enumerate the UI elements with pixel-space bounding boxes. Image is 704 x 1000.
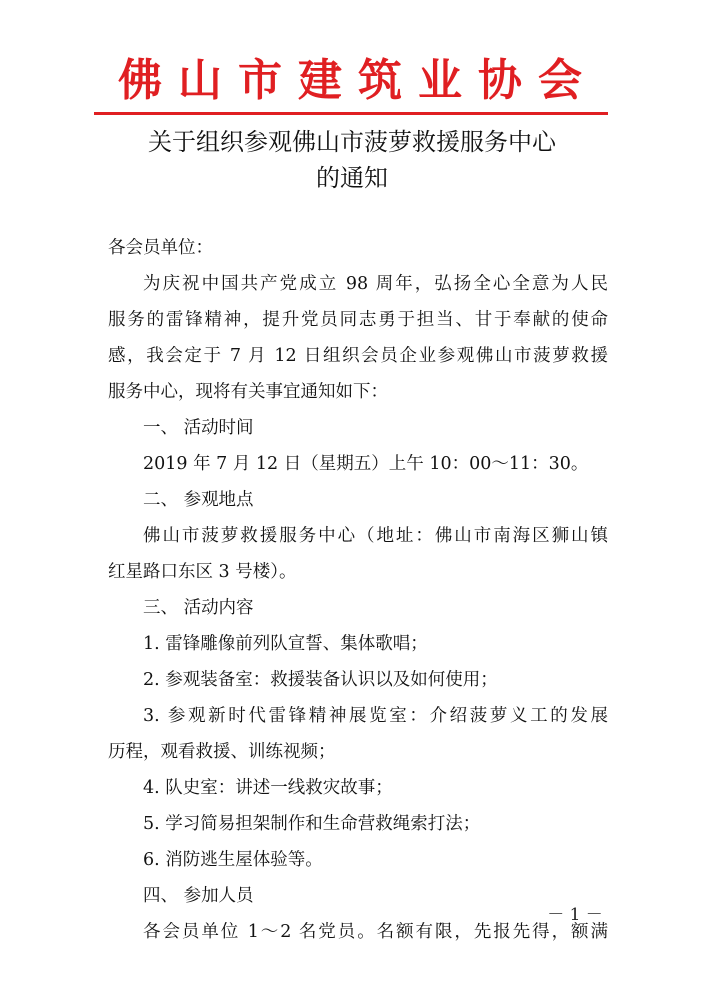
paragraph-line: 为庆祝中国共产党成立 98 周年，弘扬全心全意为人民 (143, 274, 608, 294)
list-item: 4. 队史室：讲述一线救灾故事； (143, 778, 393, 798)
list-item: 1. 雷锋雕像前列队宣誓、集体歌唱； (143, 634, 428, 654)
section-heading: 二、 参观地点 (143, 490, 254, 510)
section-text: 2019 年 7 月 12 日（星期五）上午 10：00～11：30。 (143, 454, 589, 474)
list-item: 5. 学习简易担架制作和生命营救绳索打法； (143, 814, 481, 834)
section-text: 佛山市菠萝救援服务中心（地址：佛山市南海区狮山镇 (143, 526, 608, 546)
red-divider-line (94, 112, 608, 115)
document-title-line-1: 关于组织参观佛山市菠萝救援服务中心 (148, 128, 556, 156)
document-title-line-2: 的通知 (316, 164, 388, 192)
list-item: 3. 参观新时代雷锋精神展览室：介绍菠萝义工的发展 (143, 706, 608, 726)
section-text: 各会员单位 1～2 名党员。名额有限，先报先得，额满 (143, 922, 608, 942)
org-masthead: 佛山市建筑业协会 (118, 55, 598, 106)
section-text: 红星路口东区 3 号楼）。 (108, 562, 297, 582)
section-heading: 三、 活动内容 (143, 598, 254, 618)
list-item: 2. 参观装备室：救援装备认识以及如何使用； (143, 670, 498, 690)
section-heading: 四、 参加人员 (143, 886, 254, 906)
page-number: － 1 － (547, 905, 603, 925)
list-item-continuation: 历程，观看救援、训练视频； (108, 742, 336, 762)
paragraph-line: 服务中心，现将有关事宜通知如下： (108, 382, 388, 402)
paragraph-line: 感，我会定于 7 月 12 日组织会员企业参观佛山市菠萝救援 (108, 346, 608, 366)
paragraph-line: 服务的雷锋精神，提升党员同志勇于担当、甘于奉献的使命 (108, 310, 608, 330)
section-heading: 一、 活动时间 (143, 418, 254, 438)
salutation: 各会员单位： (108, 238, 213, 258)
list-item: 6. 消防逃生屋体验等。 (143, 850, 323, 870)
